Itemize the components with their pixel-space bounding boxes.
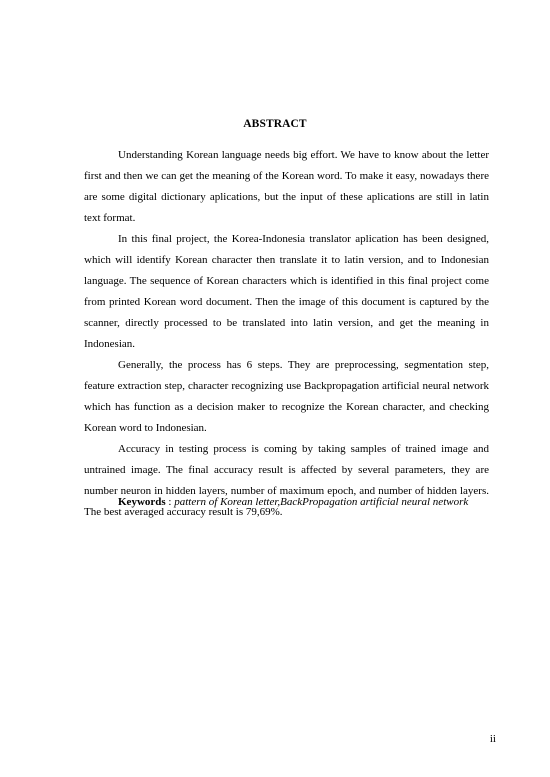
abstract-paragraph-3: Generally, the process has 6 steps. They are preprocessing, segmentation step, feature extraction step, character recognizing use Backpropagation artificial neural network which has function as a decision maker to recognize the Korean character, and checking Korean word to Indonesian.: [84, 359, 489, 434]
abstract-body: [84, 145, 489, 523]
abstract-paragraph-4: Accuracy in testing process is coming by taking samples of trained image and untrained image. The final accuracy result is affected by several parameters, they are number neuron in hidden layers, number of maximum epoch, and number of hidden layers. The best averaged accuracy result is 79,69%.: [84, 443, 489, 518]
keywords-line: [118, 496, 518, 508]
keywords-text: pattern of Korean letter,BackPropagation artificial neural network: [174, 496, 469, 508]
page-number: ii: [489, 733, 496, 745]
abstract-title: ABSTRACT: [243, 118, 307, 130]
abstract-paragraph-1: Understanding Korean language needs big effort. We have to know about the letter first and then we can get the meaning of the Korean word. To make it easy, nowadays there are some digital dictionary aplications, but the input of these aplications are still in latin text format.: [84, 149, 489, 224]
keywords-label: Keywords: [118, 496, 166, 508]
abstract-paragraph-2: In this final project, the Korea-Indonesia translator aplication has been designed, which will identify Korean character then translate it to latin version, and to Indonesian language. The sequence of Korean characters which is identified in this final project come from printed Korean word document. Then the image of this document is captured by the scanner, directly processed to be translated into latin version, and get the meaning in Indonesian.: [84, 233, 489, 350]
keywords-separator: :: [165, 496, 175, 508]
